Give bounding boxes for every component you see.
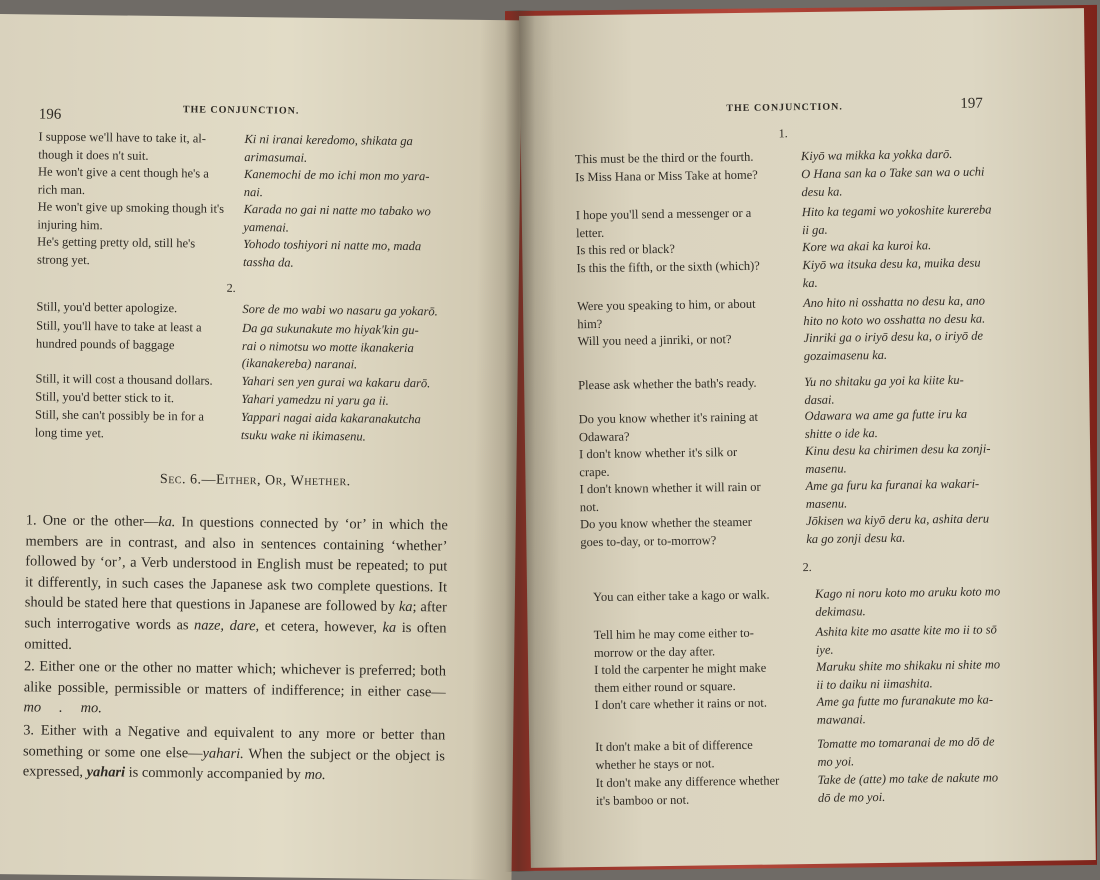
section-number: 1.: [778, 126, 788, 141]
italic-run: mo . mo.: [23, 699, 102, 717]
japanese-translation: Da ga sukunakute mo hiyak'kin gu- rai o nimotsu wo motte ikanakeria (ikanakereba) naranai.: [241, 320, 419, 372]
text-run: When the subject or the object is expressed,: [22, 745, 446, 781]
text-run: is often omitted.: [24, 619, 447, 653]
italic-run: ka.: [158, 513, 176, 531]
italic-run: ka: [398, 599, 413, 616]
english-sentence: Do you know whether the steamer goes to-day, or to-morrow?: [580, 514, 753, 549]
japanese-translation: Odawara wa ame ga futte iru ka shitte o ide ka.: [804, 406, 968, 441]
paragraph-1: [24, 510, 448, 659]
english-sentence: It don't make a bit of difference whether he stays or not.: [595, 737, 753, 772]
english-sentence: Will you need a jinriki, or not?: [577, 332, 732, 349]
english-sentence: It don't make any difference whether it's bamboo or not.: [595, 773, 780, 808]
japanese-translation: Yahari yamedzu ni yaru ga ii.: [241, 391, 389, 408]
japanese-translation: Yohodo toshiyori ni natte mo, mada tassha da.: [242, 236, 422, 270]
english-sentence: I hope you'll send a messenger or a letter.: [575, 205, 752, 240]
japanese-translation: Kanemochi de mo ichi mon mo yara- nai.: [243, 166, 430, 199]
japanese-translation: Hito ka tegami wo yokoshite kurereba ii ga.: [801, 202, 992, 237]
text-run: 3. Either with a Negative and equivalent to any more or better than something or some one else—: [22, 722, 446, 762]
english-sentence: He won't give up smoking though it's injuring him.: [37, 199, 225, 232]
english-sentence: Still, you'd better apologize.: [36, 299, 178, 316]
english-sentence: I don't know whether it's silk or crape.: [579, 444, 738, 479]
text-run: 2. Either one or the other no matter which; whichever is preferred; both alike possible, permissible or matters of indifference; in either case—: [23, 658, 447, 701]
text-run: ; after such interrogative words as: [24, 599, 447, 634]
english-sentence: Still, you'd better stick to it.: [35, 389, 175, 406]
italic-run: ka: [382, 619, 397, 636]
paragraph-2: [23, 656, 446, 723]
japanese-translation: Tomatte mo tomaranai de mo dō de mo yoi.: [817, 734, 995, 769]
japanese-translation: Sore de mo wabi wo nasaru ga yokarō.: [242, 301, 438, 319]
english-sentence: I suppose we'll have to take it, al- though it does n't suit.: [38, 129, 207, 163]
japanese-translation: Ashita kite mo asatte kite mo ii to sō iye.: [815, 622, 997, 657]
italic-run: mo.: [304, 766, 326, 784]
english-sentence: He's getting pretty old, still he's strong yet.: [36, 234, 196, 267]
english-sentence: Still, it will cost a thousand dollars.: [35, 371, 213, 388]
running-head: THE CONJUNCTION.: [726, 101, 843, 115]
bold-italic-run: yahari: [86, 764, 126, 781]
paragraph-3: [23, 720, 446, 787]
section-number: 2.: [802, 559, 812, 575]
english-sentence: Still, you'll have to take at least a hundred pounds of baggage: [35, 318, 202, 352]
english-sentence: I don't known whether it will rain or not.: [579, 479, 761, 514]
english-sentence: Still, she can't possibly be in for a long time yet.: [34, 407, 205, 440]
english-sentence: He won't give a cent though he's a rich man.: [37, 164, 209, 197]
english-sentence: Were you speaking to him, or about him?: [576, 296, 756, 331]
text-run: is commonly accompanied by: [124, 764, 305, 783]
english-sentence: Is this red or black?: [576, 241, 675, 258]
japanese-translation: O Hana san ka o Take san wa o uchi desu ka.: [801, 164, 985, 199]
english-sentence: Is Miss Hana or Miss Take at home?: [575, 167, 758, 185]
japanese-translation: Kiyō wa itsuka desu ka, muika desu ka.: [802, 255, 981, 290]
japanese-translation: Yu no shitaku ga yoi ka kiite ku- dasai.: [804, 372, 964, 407]
page-number: 196: [38, 106, 62, 123]
japanese-translation: Maruku shite mo shikaku ni shite mo ii to daiku ni iimashita.: [816, 657, 1001, 692]
text-run: In questions connected by ‘or’ in which the members are in contrast, and also in sentences containing ‘whether’ followed by ‘or’, a Verb understood in English must be repeated; to put it differently, in such cases the Japanese ask two complete questions. It should be stated here that questions in Japanese are followed by: [24, 514, 448, 616]
english-sentence: You can either take a kago or walk.: [593, 587, 770, 605]
right-page: [519, 8, 1096, 868]
english-sentence: This must be the third or the fourth.: [574, 149, 754, 167]
japanese-translation: Karada no gai ni natte mo tabako wo yamenai.: [243, 201, 431, 235]
japanese-translation: Ame ga futte mo furanakute mo ka- mawanai.: [816, 692, 994, 727]
english-sentence: Tell him he may come either to- morrow or the day after.: [593, 625, 754, 660]
italic-run: yahari.: [202, 745, 244, 762]
japanese-translation: Kinu desu ka chirimen desu ka zonji- masenu.: [805, 441, 991, 476]
section-heading: Sec. 6.—Either, Or, Whether.: [159, 471, 351, 490]
page-number: 197: [960, 95, 983, 112]
japanese-translation: Kiyō wa mikka ka yokka darō.: [800, 146, 953, 164]
japanese-translation: Yappari nagai aida kakaranakutcha tsuku wake ni ikimasenu.: [240, 409, 421, 444]
japanese-translation: Kago ni noru koto mo aruku koto mo dekimasu.: [815, 584, 1001, 619]
japanese-translation: Jōkisen wa kiyō deru ka, ashita deru ka go zonji desu ka.: [805, 511, 990, 546]
running-head: THE CONJUNCTION.: [182, 104, 300, 117]
japanese-translation: Kore wa akai ka kuroi ka.: [802, 238, 932, 255]
english-sentence: Is this the fifth, or the sixth (which)?: [576, 258, 760, 276]
japanese-translation: Take de (atte) mo take de nakute mo dō de mo yoi.: [817, 770, 999, 805]
japanese-translation: Ame ga furu ka furanai ka wakari- masenu.: [805, 476, 980, 511]
japanese-translation: Yahari sen yen gurai wa kakaru darō.: [241, 373, 431, 391]
italic-run: naze, dare,: [194, 617, 260, 635]
text-run: 1. One or the other—: [25, 512, 159, 530]
japanese-translation: Jinriki ga o iriyō desu ka, o iriyō de gozaimasenu ka.: [803, 328, 984, 363]
japanese-translation: Ki ni iranai keredomo, shikata ga arimasumai.: [244, 131, 413, 165]
section-number: 2.: [226, 280, 236, 295]
japanese-translation: Ano hito ni osshatta no desu ka, ano hito no koto wo osshatta no desu ka.: [802, 293, 986, 328]
text-run: et cetera, however,: [259, 618, 383, 636]
left-page: [0, 14, 522, 880]
english-sentence: I don't care whether it rains or not.: [594, 695, 768, 713]
english-sentence: I told the carpenter he might make them either round or square.: [594, 660, 767, 695]
english-sentence: Please ask whether the bath's ready.: [578, 375, 757, 393]
english-sentence: Do you know whether it's raining at Odawara?: [578, 409, 759, 444]
